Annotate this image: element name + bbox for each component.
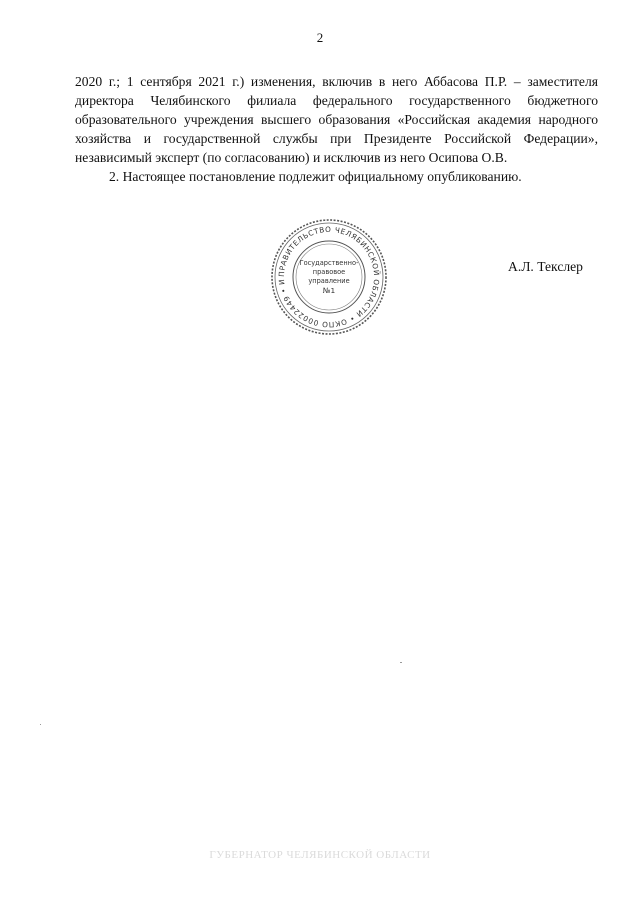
stamp-center-line-4: №1 (322, 286, 336, 295)
official-stamp (270, 218, 388, 336)
scan-speck (400, 662, 402, 663)
stamp-center-line-2: правовое (312, 268, 346, 276)
footer-watermark: ГУБЕРНАТОР ЧЕЛЯБИНСКОЙ ОБЛАСТИ (209, 849, 431, 861)
page-number: 2 (316, 30, 324, 45)
stamp-seal-icon (270, 218, 388, 336)
paragraph-1: 2020 г.; 1 сентября 2021 г.) изменения, включив в него Аббасова П.Р. – заместителя директора Челябинского филиала федерального государственного бюджетного образовательного учреждения высшего образования «Российская академия народного хозяйства и государственной службы при Президенте Российской Федерации», независимый эксперт (по согласованию) и исключив из него Осипова О.В. (75, 74, 598, 165)
stamp-center-line-3: управление (308, 277, 350, 285)
stamp-center-line-1: Государственно- (299, 259, 359, 267)
paragraph-2: 2. Настоящее постановление подлежит официальному опубликованию. (109, 169, 522, 184)
document-body (75, 72, 598, 186)
scan-speck (40, 724, 41, 725)
stamp-outer-text: ПРАВИТЕЛЬСТВО ЧЕЛЯБИНСКОЙ ОБЛАСТИ • ОКПО 00022449 • И (276, 224, 382, 330)
signatory-name: А.Л. Текслер (508, 259, 583, 274)
